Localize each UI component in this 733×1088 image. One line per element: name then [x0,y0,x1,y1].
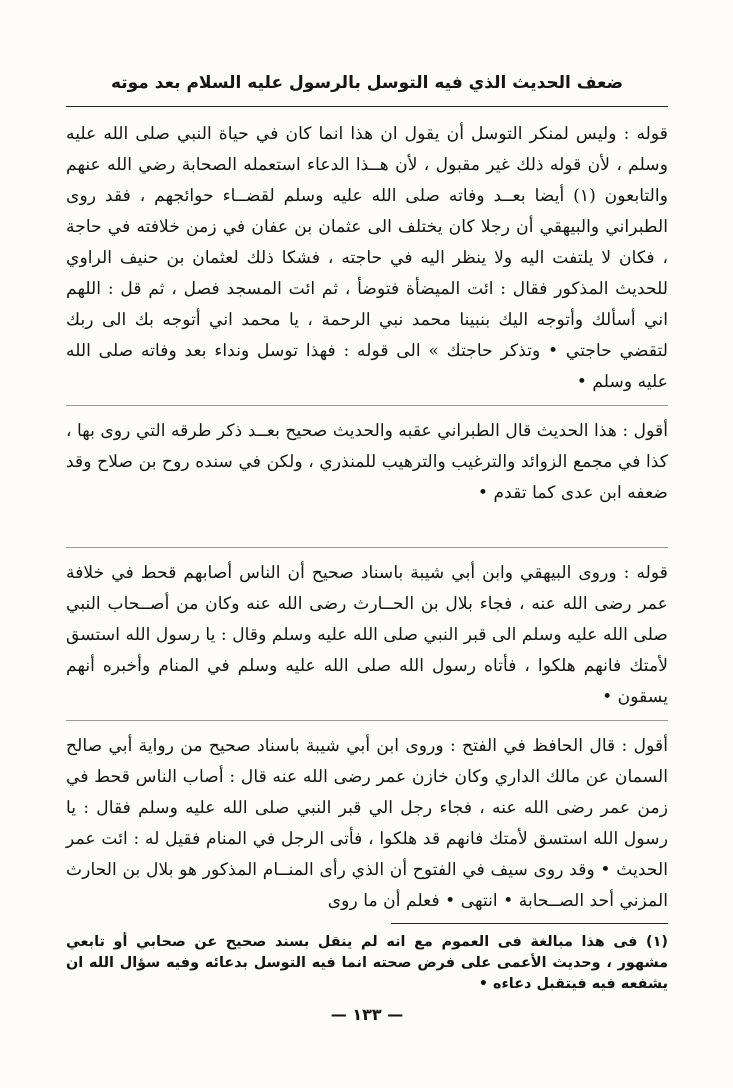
footnote: (١) فى هذا مبالغة فى العموم مع انه لم ينقل بسند صحيح عن صحابي أو تابعي مشهور ، وحديث الأعمى على فرض صحته انما فيه التوسل بدعائه وفيه سؤال الله ان يشفعه فيه فيتقبل دعاءه • [66,934,668,992]
paragraph-text: أقول : قال الحافظ في الفتح : وروى ابن أبي شيبة باسناد صحيح من رواية أبي صالح السمان عن مالك الداري وكان خازن عمر رضى الله عنه قال : أصاب الناس قحط في زمن عمر رضى الله عنه ، فجاء رجل الي قبر النبي صلى الله عليه وسلم فقال : يا رسول الله استسق لأمتك فانهم قد هلكوا ، فأتى الرجل في المنام فقيل له : ائت عمر الحديث • وقد روى سيف في الفتوح أن الذي رأى المنــام المذكور هو بلال بن الحارث المزني أحد الصــحابة • انتهى • فعلم أن ما روى [66,736,668,911]
paragraph-separator [66,720,668,721]
book-page [66,70,668,1060]
paragraph-4 [66,731,668,917]
paragraph-text: قوله : وروى البيهقي وابن أبي شيبة باسناد صحيح أن الناس أصابهم قحط في خلافة عمر رضى الله عنه ، فجاء بلال بن الحــارث رضى الله عنه وكان من أصــحاب النبي صلى الله عليه وسلم الى قبر النبي صلى الله عليه وسلم وقال : يا رسول الله استسق لأمتك فانهم هلكوا ، فأتاه رسول الله صلى الله عليه وسلم في المنام وأخبره أنهم يسقون • [66,563,668,707]
paragraph-text: أقول : هذا الحديث قال الطبراني عقبه والحديث صحيح بعــد ذكر طرقه التي روى بها ، كذا في مجمع الزوائد والترغيب والترهيب للمنذري ، ولكن في سنده روح بن صلاح وقد ضعفه ابن عدى كما تقدم • [66,421,668,503]
paragraph-3 [66,558,668,713]
paragraph-2 [66,416,668,540]
paragraph-separator [66,547,668,548]
page-number: — ١٣٣ — [330,1005,404,1024]
paragraph-separator [66,405,668,406]
footnote-rule [391,923,668,924]
paragraph-1 [66,119,668,398]
header-rule [66,106,668,107]
running-head: ضعف الحديث الذي فيه التوسل بالرسول عليه السلام بعد موته [110,73,624,93]
paragraph-text: قوله : وليس لمنكر التوسل أن يقول ان هذا انما كان في حياة النبي صلى الله عليه وسلم ، لأن قوله ذلك غير مقبول ، لأن هــذا الدعاء استعمله الصحابة رضي الله عنهم والتابعون (١) أيضا بعــد وفاته صلى الله عليه وسلم لقضــاء حوائجهم ، فقد روى الطبراني والبيهقي أن رجلا كان يختلف الى عثمان بن عفان في زمن خلافته في حاجة ، فكان لا يلتفت اليه ولا ينظر اليه في حاجته ، فشكا ذلك لعثمان بن حنيف الراوي للحديث المذكور فقال : ائت الميضأة فتوضأ ، ثم ائت المسجد فصل ، ثم قل : اللهم اني أسألك وأتوجه اليك بنبينا محمد نبي الرحمة ، يا محمد اني أتوجه بك الى ربك لتقضي حاجتي • وتذكر حاجتك » الى قوله : فهذا توسل ونداء بعد وفاته صلى الله عليه وسلم • [66,124,668,392]
